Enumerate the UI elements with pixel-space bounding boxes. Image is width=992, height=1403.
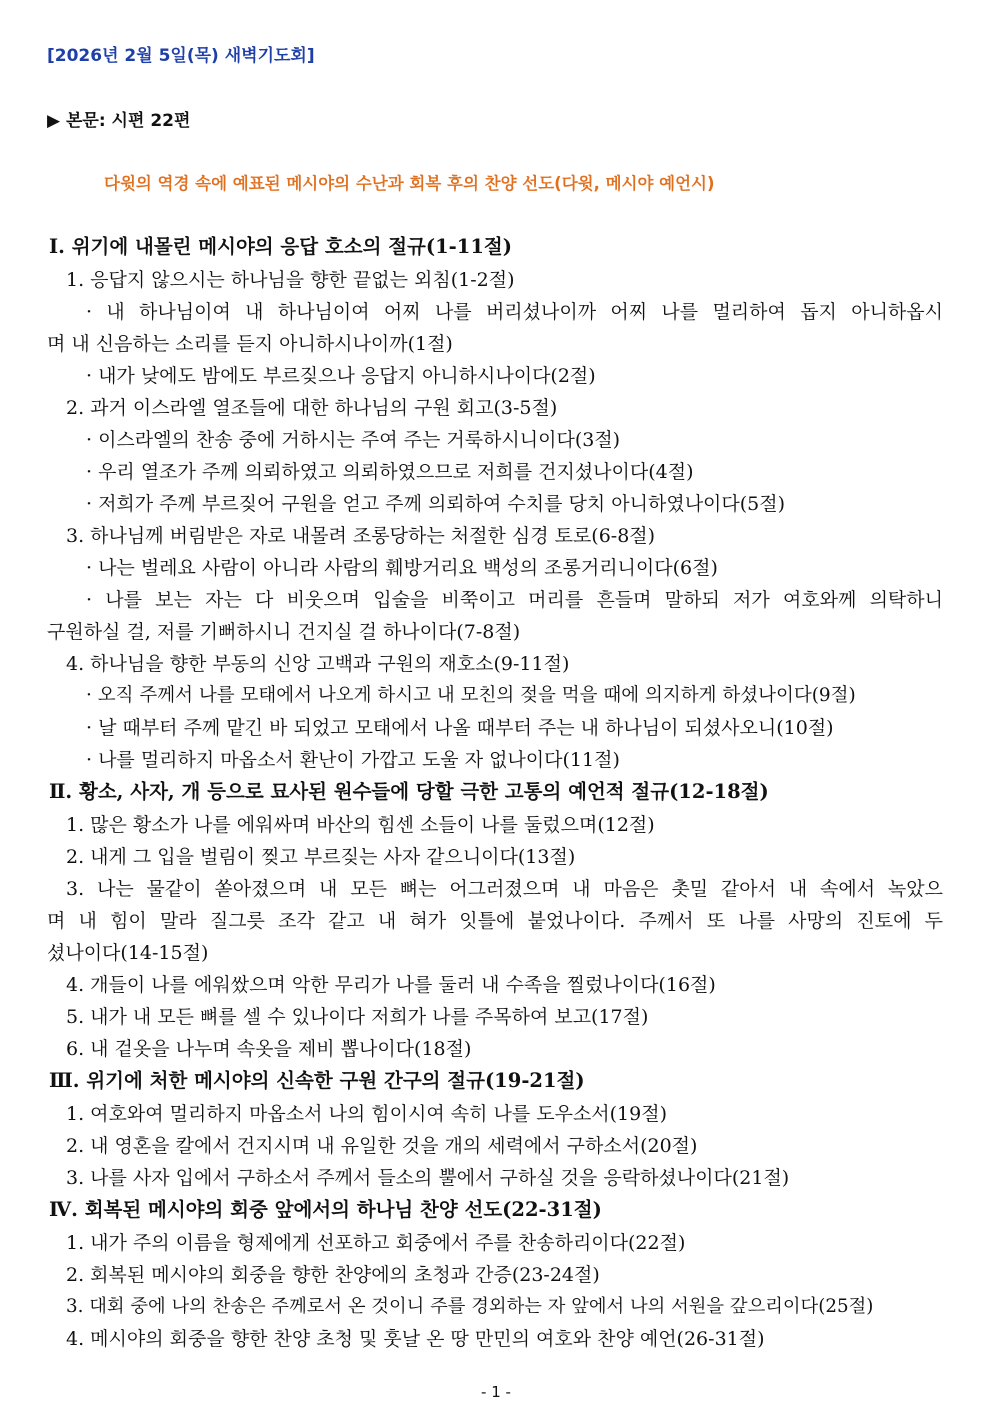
item-title: 3. 하나님께 버림받은 자로 내몰려 조롱당하는 처절한 심경 토로(6-8절) <box>66 525 656 547</box>
verse-line: 구원하실 걸, 저를 기뻐하시니 건지실 걸 하나이다(7-8절) <box>47 621 521 643</box>
verse-line: 3. 나를 사자 입에서 구하소서 주께서 들소의 뿔에서 구하실 것을 응락하셨나이다(21절) <box>66 1167 790 1189</box>
verse-line: · 우리 열조가 주께 의뢰하였고 의뢰하였으므로 저희를 건지셨나이다(4절) <box>86 461 694 483</box>
date-title: [2026년 2월 5일(목) 새벽기도회] <box>47 46 315 66</box>
verse-line: 3. 나는 물같이 쏟아졌으며 내 모든 뼈는 어그러졌으며 내 마음은 촛밀 같아서 내 속에서 녹았으 <box>66 878 943 900</box>
verse-line: 3. 대회 중에 나의 찬송은 주께로서 온 것이니 주를 경외하는 자 앞에서 나의 서원을 갚으리이다(25절) <box>66 1296 874 1317</box>
verse-line: 1. 여호와여 멀리하지 마옵소서 나의 힘이시여 속히 나를 도우소서(19절) <box>66 1103 668 1125</box>
verse-line: 며 내 신음하는 소리를 듣지 아니하시나이까(1절) <box>47 333 453 355</box>
verse-line: 셨나이다(14-15절) <box>47 942 209 964</box>
verse-line: · 날 때부터 주께 맡긴 바 되었고 모태에서 나올 때부터 주는 내 하나님이 되셨사오니(10절) <box>86 717 834 739</box>
verse-line: 5. 내가 내 모든 뼈를 셀 수 있나이다 저희가 나를 주목하여 보고(17절) <box>66 1006 649 1028</box>
section-3-title: Ⅲ. 위기에 처한 메시야의 신속한 구원 간구의 절규(19-21절) <box>49 1069 585 1092</box>
passage-label: ▶ 본문: 시편 22편 <box>47 111 191 131</box>
verse-line: 2. 내 영혼을 칼에서 건지시며 내 유일한 것을 개의 세력에서 구하소서(20절) <box>66 1135 698 1157</box>
section-1-title: Ⅰ. 위기에 내몰린 메시야의 응답 호소의 절규(1-11절) <box>49 235 512 258</box>
theme-title: 다윗의 역경 속에 예표된 메시야의 수난과 회복 후의 찬양 선도(다윗, 메시야 예언시) <box>104 174 715 193</box>
verse-line: · 나는 벌레요 사람이 아니라 사람의 훼방거리요 백성의 조롱거리니이다(6절) <box>86 557 718 579</box>
verse-line: 며 내 힘이 말라 질그릇 조각 같고 내 혀가 잇틀에 붙었나이다. 주께서 또 나를 사망의 진토에 두 <box>47 910 943 932</box>
verse-line: 2. 회복된 메시야의 회중을 향한 찬양에의 초청과 간증(23-24절) <box>66 1264 600 1286</box>
verse-line: 4. 메시야의 회중을 향한 찬양 초청 및 훗날 온 땅 만민의 여호와 찬양 예언(26-31절) <box>66 1328 765 1350</box>
verse-line: · 내 하나님이여 내 하나님이여 어찌 나를 버리셨나이까 어찌 나를 멀리하여 돕지 아니하옵시 <box>86 301 943 323</box>
verse-line: · 내가 낮에도 밤에도 부르짖으나 응답지 아니하시나이다(2절) <box>86 365 596 387</box>
verse-line: 1. 내가 주의 이름을 형제에게 선포하고 회중에서 주를 찬송하리이다(22절) <box>66 1232 686 1254</box>
section-4-title: Ⅳ. 회복된 메시야의 회중 앞에서의 하나님 찬양 선도(22-31절) <box>49 1198 602 1221</box>
item-title: 1. 응답지 않으시는 하나님을 향한 끝없는 외침(1-2절) <box>66 269 515 291</box>
verse-line: 6. 내 겉옷을 나누며 속옷을 제비 뽑나이다(18절) <box>66 1038 472 1060</box>
verse-line: · 오직 주께서 나를 모태에서 나오게 하시고 내 모친의 젖을 먹을 때에 의지하게 하셨나이다(9절) <box>86 685 856 706</box>
section-2-title: Ⅱ. 황소, 사자, 개 등으로 묘사된 원수들에 당할 극한 고통의 예언적 절규(12-18절) <box>49 780 769 803</box>
verse-line: · 나를 멀리하지 마옵소서 환난이 가깝고 도울 자 없나이다(11절) <box>86 749 620 771</box>
verse-line: · 이스라엘의 찬송 중에 거하시는 주여 주는 거룩하시니이다(3절) <box>86 429 621 451</box>
item-title: 2. 과거 이스라엘 열조들에 대한 하나님의 구원 회고(3-5절) <box>66 397 558 419</box>
verse-line: · 저희가 주께 부르짖어 구원을 얻고 주께 의뢰하여 수치를 당치 아니하였나이다(5절) <box>86 493 786 515</box>
verse-line: 2. 내게 그 입을 벌림이 찢고 부르짖는 사자 같으니이다(13절) <box>66 846 576 868</box>
verse-line: 4. 개들이 나를 에워쌌으며 악한 무리가 나를 둘러 내 수족을 찔렀나이다(16절) <box>66 974 716 996</box>
page-number: - 1 - <box>481 1383 511 1401</box>
item-title: 4. 하나님을 향한 부동의 신앙 고백과 구원의 재호소(9-11절) <box>66 653 570 675</box>
verse-line: · 나를 보는 자는 다 비웃으며 입술을 비쭉이고 머리를 흔들며 말하되 저가 여호와께 의탁하니 <box>86 589 943 611</box>
verse-line: 1. 많은 황소가 나를 에워싸며 바산의 힘센 소들이 나를 둘렀으며(12절) <box>66 814 655 836</box>
